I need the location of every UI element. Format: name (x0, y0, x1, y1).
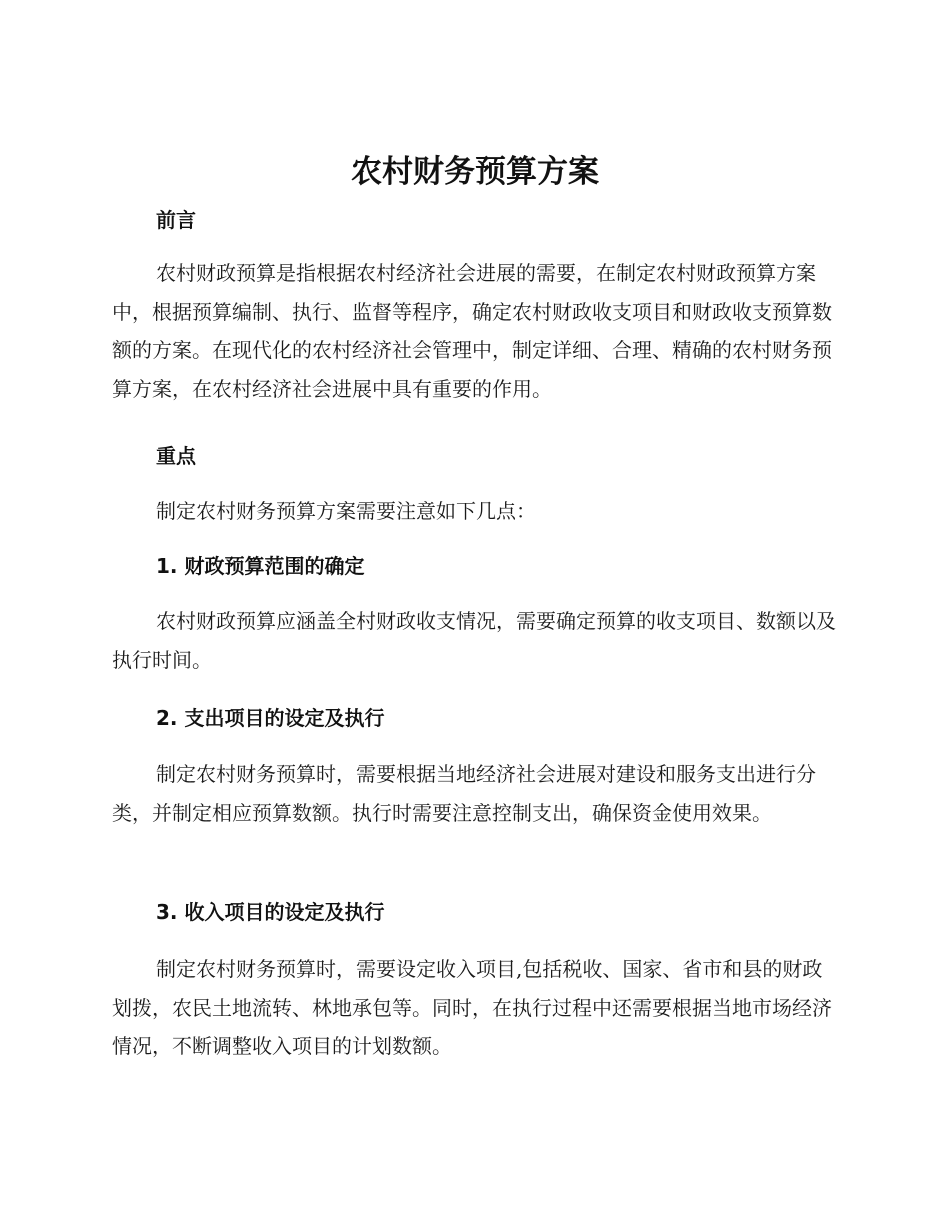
section-paragraph-key-points: 制定农村财务预算方案需要注意如下几点： (156, 499, 536, 523)
section-heading-key-points: 重点 (156, 444, 196, 468)
section-paragraph-budget-scope: 农村财政预算应涵盖全村财政收支情况，需要确定预算的收支项目、数额以及执行时间。 (112, 609, 836, 672)
section-paragraph-preface: 农村财政预算是指根据农村经济社会进展的需要，在制定农村财政预算方案中，根据预算编制、执行、监督等程序，确定农村财政收支项目和财政收支预算数额的方案。在现代化的农村经济社会管理中，制定详细、合理、精确的农村财务预算方案，在农村经济社会进展中具有重要的作用。 (112, 261, 832, 401)
section-heading-budget-scope: 1. 财政预算范围的确定 (156, 554, 365, 578)
section-heading-preface: 前言 (156, 208, 196, 232)
section-paragraph-expenditure: 制定农村财务预算时，需要根据当地经济社会进展对建设和服务支出进行分类，并制定相应预算数额。执行时需要注意控制支出，确保资金使用效果。 (112, 762, 816, 825)
document-title: 农村财务预算方案 (351, 154, 599, 190)
section-heading-expenditure: 2. 支出项目的设定及执行 (156, 706, 385, 730)
section-paragraph-income: 制定农村财务预算时，需要设定收入项目,包括税收、国家、省市和县的财政划拨，农民土地流转、林地承包等。同时，在执行过程中还需要根据当地市场经济情况，不断调整收入项目的计划数额。 (112, 957, 832, 1058)
section-heading-income: 3. 收入项目的设定及执行 (156, 900, 385, 924)
